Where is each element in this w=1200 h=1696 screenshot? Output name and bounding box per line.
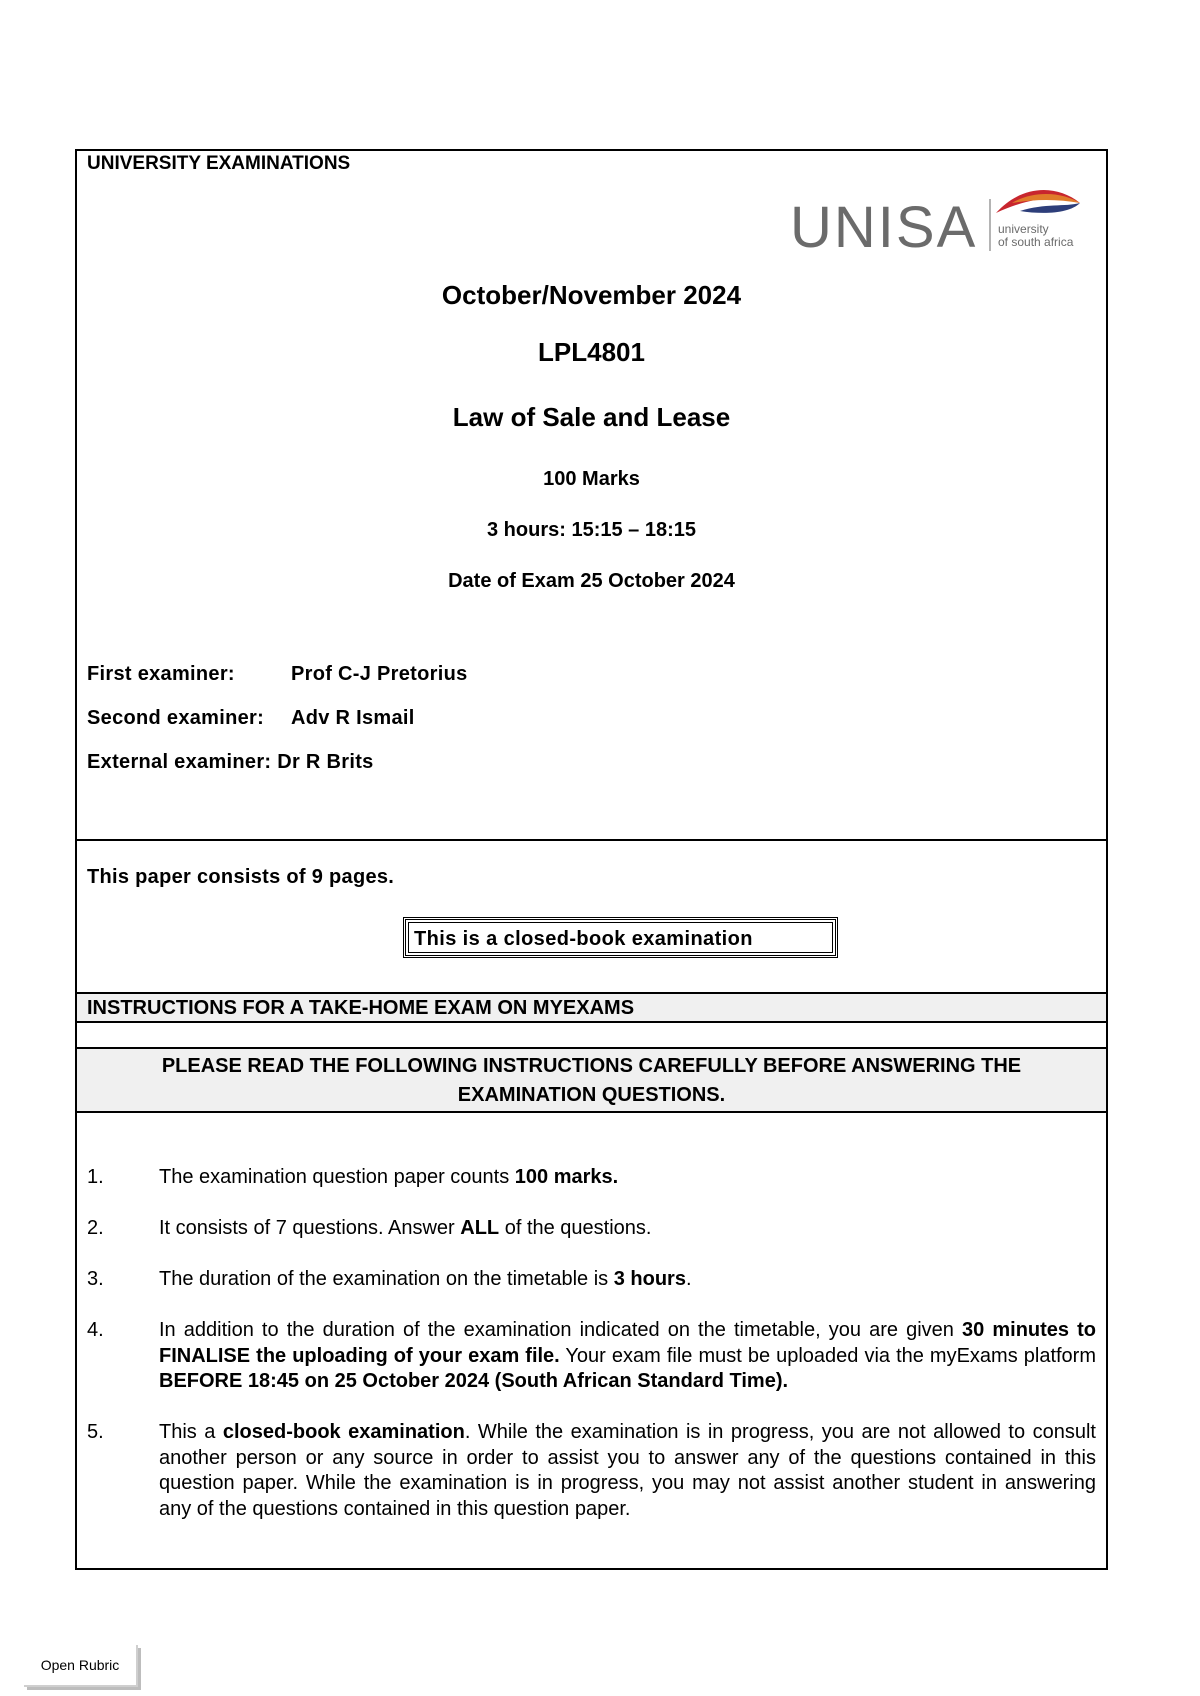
examiner-name: Prof C-J Pretorius: [291, 663, 468, 685]
item-number: 4.: [87, 1319, 104, 1341]
item-text-bold: 100 marks.: [514, 1166, 619, 1188]
examiner-label: First examiner:: [87, 663, 235, 685]
examiner-label: Second examiner:: [87, 707, 265, 729]
examiner-label: External examiner:: [87, 751, 272, 773]
divider: [77, 1021, 1106, 1023]
examiner-name: Dr R Brits: [277, 751, 374, 773]
banner-line-2: EXAMINATION QUESTIONS.: [457, 1084, 726, 1106]
item-number: 3.: [87, 1268, 104, 1290]
pages-note: This paper consists of 9 pages.: [87, 866, 395, 888]
instructions-title: INSTRUCTIONS FOR A TAKE-HOME EXAM ON MYEXAMS: [87, 997, 635, 1019]
exam-session: October/November 2024: [441, 280, 742, 310]
item-number: 1.: [87, 1166, 104, 1188]
unisa-logo: [790, 181, 1180, 255]
first-examiner: [87, 663, 468, 686]
item-text-run: This a: [159, 1421, 223, 1443]
item-text: [159, 1420, 1096, 1522]
exam-date: Date of Exam 25 October 2024: [448, 570, 735, 592]
item-number: 5.: [87, 1421, 104, 1443]
logo-swoosh-blue: [1020, 203, 1080, 213]
item-text: [159, 1267, 1096, 1293]
item-text: [159, 1165, 1096, 1191]
course-code: LPL4801: [538, 337, 645, 367]
read-instructions-banner: [77, 1049, 1106, 1111]
item-text-bold: BEFORE 18:45 on 25 October 2024 (South African Standard Time).: [159, 1370, 789, 1392]
item-text-run: of the questions.: [499, 1217, 652, 1239]
exam-duration: 3 hours: 15:15 – 18:15: [487, 519, 696, 541]
item-text-run: .: [685, 1268, 692, 1290]
logo-wordmark: UNISA: [790, 195, 978, 255]
item-text-bold: 3 hours: [613, 1268, 686, 1290]
item-text-run: In addition to the duration of the examination indicated on the timetable, you are given: [159, 1319, 963, 1341]
item-text: [159, 1318, 1096, 1395]
closed-book-box: [403, 917, 838, 958]
item-text-bold: closed-book examination: [222, 1421, 465, 1443]
item-text-run: . While the examination is in progress, you are not allowed to consult another person or any source in order to assist you to answer any of the questions contained in this question paper. While the examination is in progress, you may not assist another student in answering any of the questions contained in this question paper.: [159, 1421, 1096, 1520]
logo-tagline-1: university: [998, 222, 1049, 236]
divider: [77, 1111, 1106, 1113]
instructions-title-bar: [77, 994, 1106, 1022]
examiner-name: Adv R Ismail: [291, 707, 415, 729]
closed-book-text: This is a closed-book examination: [414, 928, 753, 950]
total-marks: 100 Marks: [543, 468, 640, 490]
open-rubric-button[interactable]: Open Rubric: [24, 1645, 138, 1687]
header-label: UNIVERSITY EXAMINATIONS: [87, 153, 351, 174]
item-text-run: It consists of 7 questions. Answer: [159, 1217, 461, 1239]
course-title: Law of Sale and Lease: [452, 402, 731, 432]
item-text-bold: ALL: [460, 1217, 500, 1239]
external-examiner: [87, 751, 374, 774]
logo-tagline-2: of south africa: [998, 235, 1074, 249]
divider: [77, 839, 1106, 841]
item-text-bold: 30 minutes to FINALISE the uploading of your exam file.: [159, 1319, 1097, 1367]
second-examiner: [87, 707, 415, 730]
item-text: [159, 1216, 1096, 1242]
item-text-run: The examination question paper counts: [159, 1166, 515, 1188]
item-text-run: The duration of the examination on the timetable is: [159, 1268, 614, 1290]
exam-cover-frame: [75, 149, 1108, 1570]
banner-line-1: PLEASE READ THE FOLLOWING INSTRUCTIONS CAREFULLY BEFORE ANSWERING THE: [161, 1055, 1022, 1077]
item-number: 2.: [87, 1217, 104, 1239]
item-text-run: Your exam file must be uploaded via the myExams platform: [559, 1344, 1096, 1367]
